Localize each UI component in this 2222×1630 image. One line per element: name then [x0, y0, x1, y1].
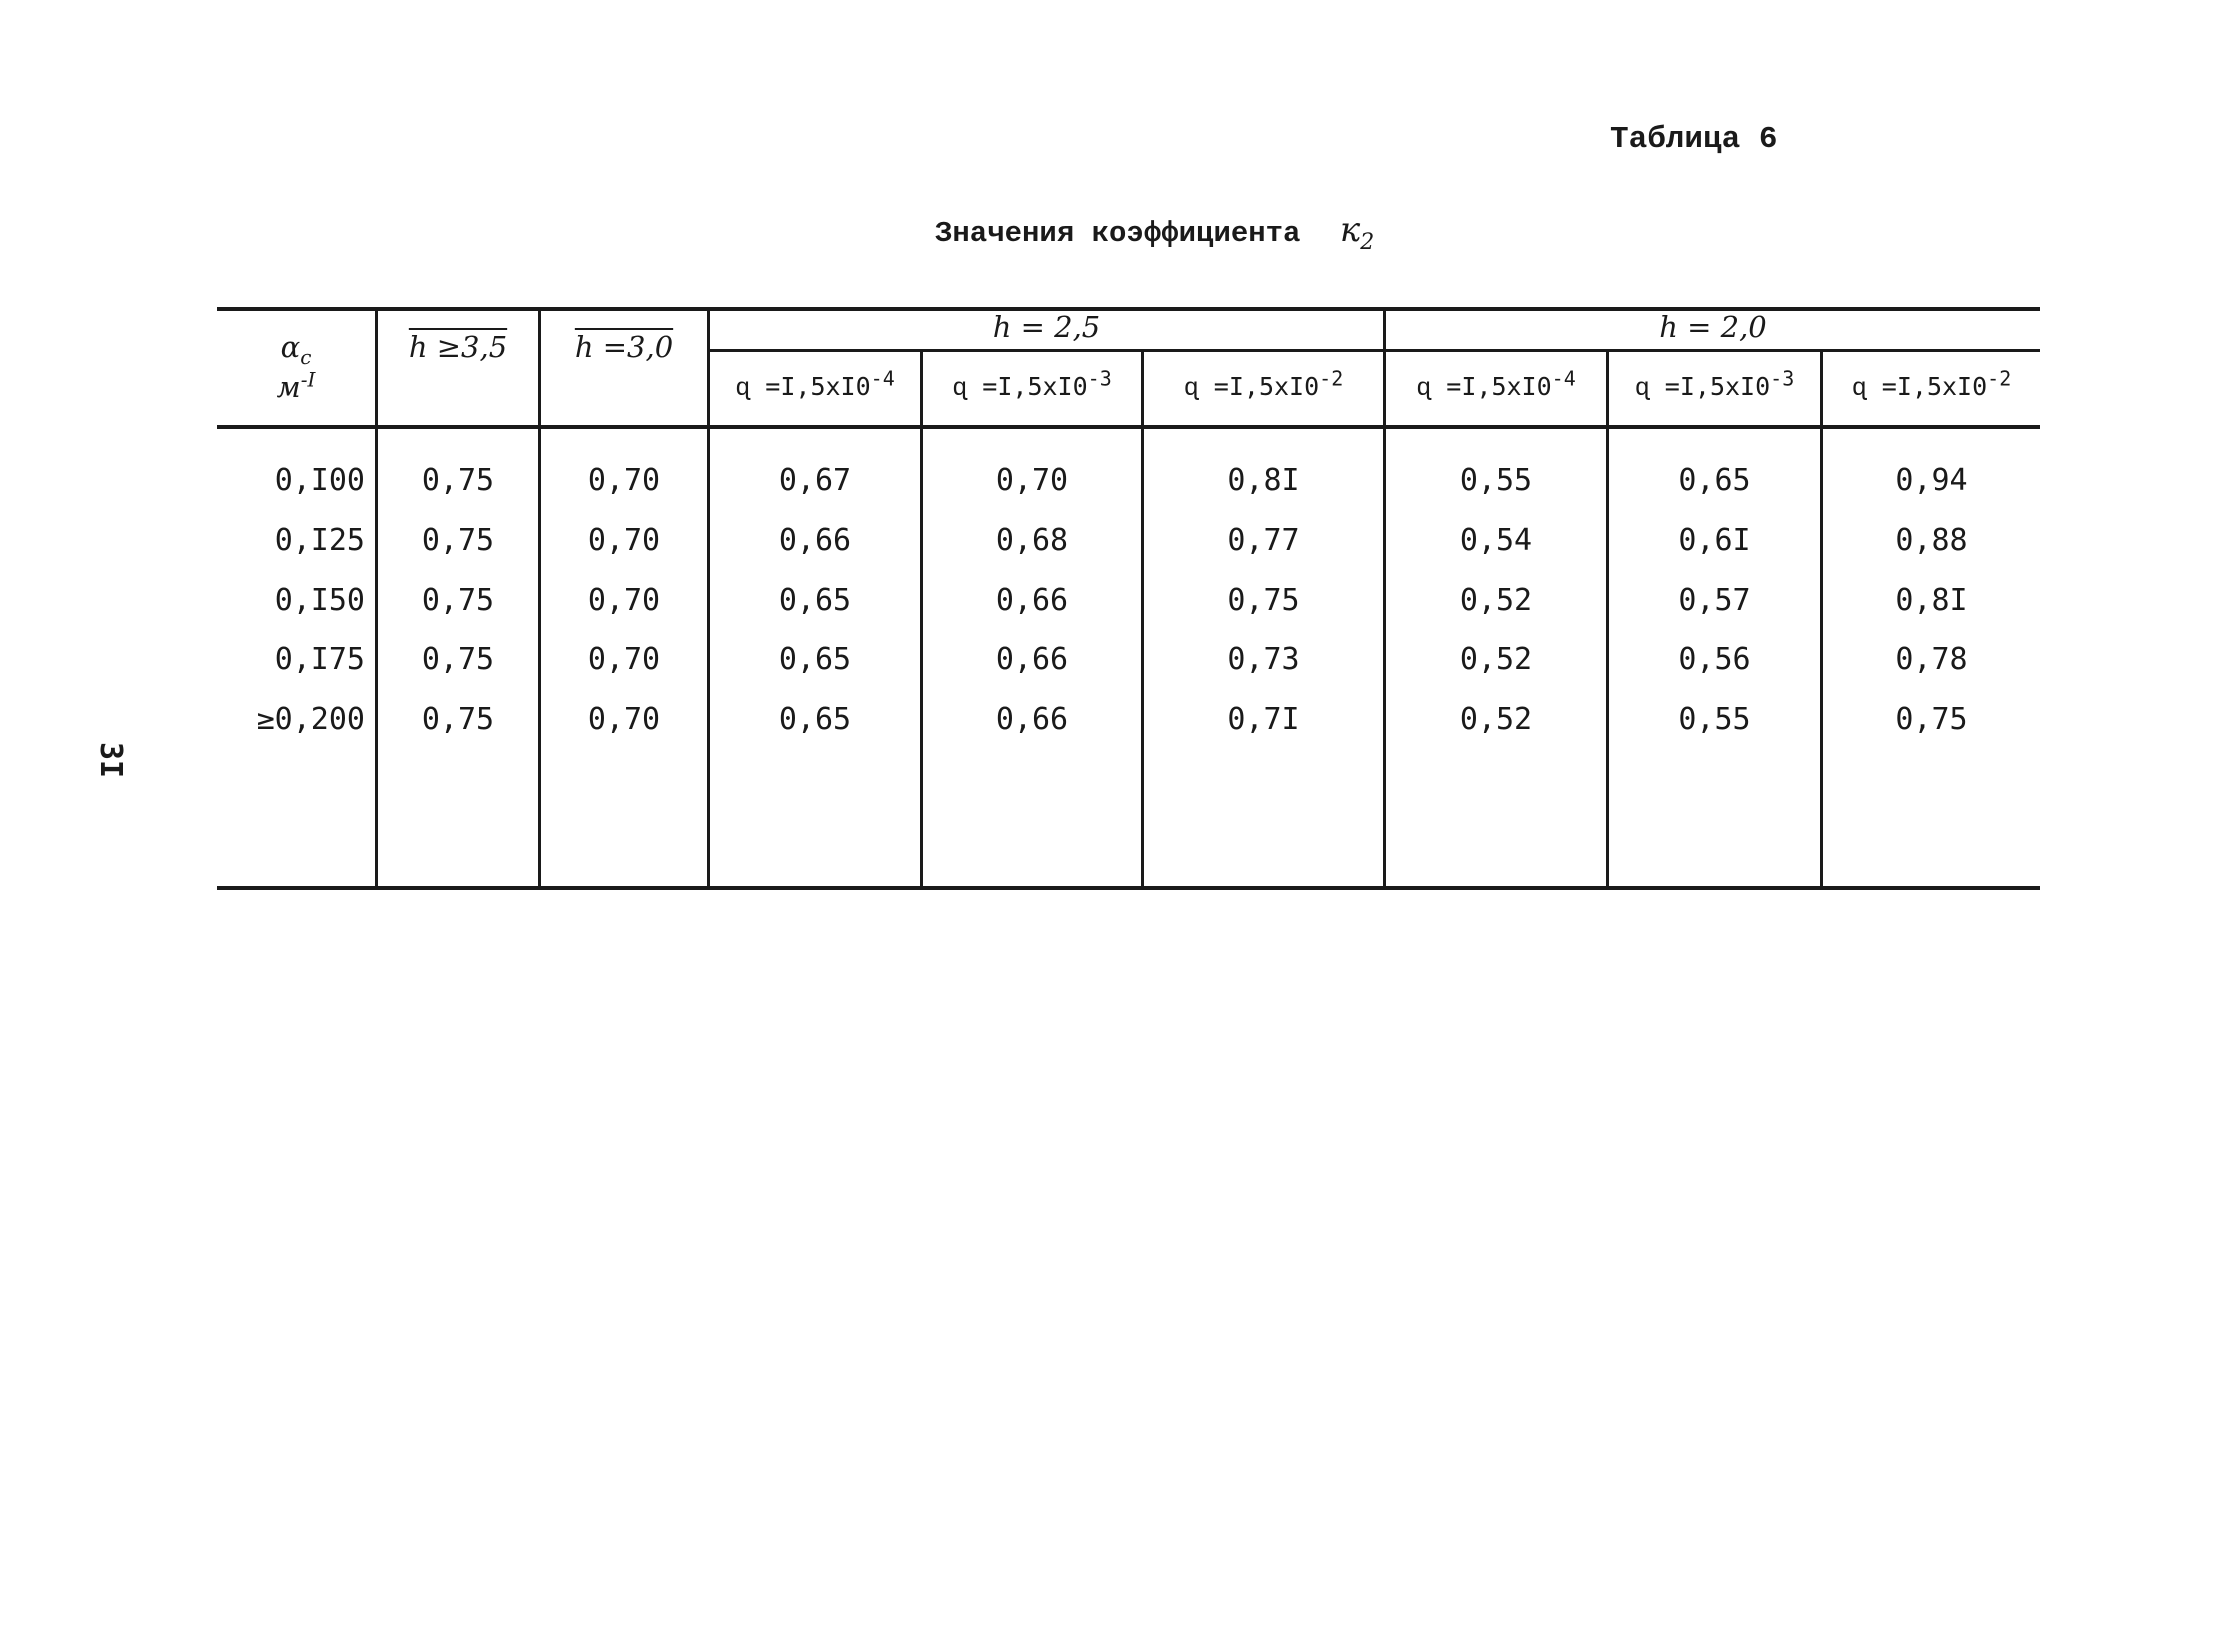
- table-cell: 0,55: [1678, 702, 1751, 737]
- table-cell: 0,8I: [1895, 583, 1968, 618]
- table-cell: 0,78: [1895, 642, 1968, 677]
- table-caption: [935, 210, 1374, 255]
- table-cell: 0,52: [1459, 702, 1533, 737]
- page-number: 3I: [93, 742, 128, 779]
- table-cell: 0,70: [587, 463, 661, 498]
- subheader-cell: ɋ $=I,5xI0^{-4}$: [1416, 366, 1576, 401]
- table-cell: 0,56: [1678, 642, 1751, 677]
- table-cell: 0,75: [1227, 583, 1300, 618]
- table-cell: 0,75: [421, 583, 495, 618]
- caption-text: Значения коэффициента: [935, 217, 1301, 250]
- coefficient-symbol: $к_2$: [1339, 210, 1375, 255]
- group-subheader-rule: [709, 349, 2040, 352]
- row-header-cell: 0,I75: [274, 642, 365, 677]
- header-group-h-2-5: h = 2,5: [992, 310, 1101, 344]
- table-cell: 0,70: [587, 702, 661, 737]
- table-cell: 0,65: [1678, 463, 1751, 498]
- table-cell: 0,55: [1459, 463, 1533, 498]
- table-cell: 0,75: [421, 523, 495, 558]
- table-cell: 0,52: [1459, 583, 1533, 618]
- column-divider: [1606, 352, 1609, 889]
- table-cell: 0,66: [995, 702, 1069, 737]
- table-cell: 0,57: [1678, 583, 1751, 618]
- table-cell: 0,70: [995, 463, 1069, 498]
- table-cell: 0,75: [421, 463, 495, 498]
- table-cell: 0,73: [1227, 642, 1300, 677]
- header-unit: $м^{-I}$: [276, 367, 316, 404]
- subheader-cell: ɋ $=I,5xI0^{-2}$: [1851, 366, 2012, 401]
- table-cell: 0,65: [778, 642, 852, 677]
- header-h-3-5: h ≥3,5: [408, 330, 508, 364]
- column-divider: [1820, 352, 1823, 889]
- row-header-cell: ≥0,200: [256, 702, 365, 737]
- column-divider: [920, 352, 923, 889]
- header-alpha: $\alpha_c$: [280, 330, 312, 369]
- table-cell: 0,77: [1227, 523, 1300, 558]
- table-cell: 0,75: [421, 702, 495, 737]
- table-cell: 0,65: [778, 583, 852, 618]
- header-h-3-0: h =3,0: [574, 330, 674, 364]
- table-cell: 0,68: [995, 523, 1069, 558]
- table-title: Таблица 6: [1610, 122, 1778, 157]
- header-group-h-2-0: h = 2,0: [1659, 310, 1767, 344]
- row-header-cell: 0,I50: [274, 583, 365, 618]
- table-cell: 0,94: [1895, 463, 1968, 498]
- table-cell: 0,52: [1459, 642, 1533, 677]
- table-cell: 0,70: [587, 583, 661, 618]
- table-cell: 0,54: [1459, 523, 1533, 558]
- table-cell: 0,8I: [1227, 463, 1300, 498]
- table-cell: 0,66: [778, 523, 852, 558]
- row-header-cell: 0,I00: [274, 463, 365, 498]
- subheader-cell: ɋ $=I,5xI0^{-3}$: [952, 366, 1112, 401]
- subheader-cell: ɋ $=I,5xI0^{-4}$: [735, 366, 895, 401]
- table-cell: 0,75: [1895, 702, 1968, 737]
- table-cell: 0,66: [995, 583, 1069, 618]
- table-cell: 0,70: [587, 523, 661, 558]
- table-cell: 0,67: [778, 463, 852, 498]
- table-cell: 0,75: [421, 642, 495, 677]
- table-cell: 0,88: [1895, 523, 1968, 558]
- table-bottom-rule: [217, 886, 2040, 890]
- row-header-cell: 0,I25: [274, 523, 365, 558]
- header-bottom-rule: [217, 425, 2040, 429]
- subheader-cell: ɋ $=I,5xI0^{-3}$: [1634, 366, 1795, 401]
- table-cell: 0,65: [778, 702, 852, 737]
- subheader-cell: ɋ $=I,5xI0^{-2}$: [1183, 366, 1344, 401]
- column-divider: [1141, 352, 1144, 889]
- table-cell: 0,6I: [1678, 523, 1751, 558]
- table-cell: 0,66: [995, 642, 1069, 677]
- table-cell: 0,70: [587, 642, 661, 677]
- table-cell: 0,7I: [1227, 702, 1300, 737]
